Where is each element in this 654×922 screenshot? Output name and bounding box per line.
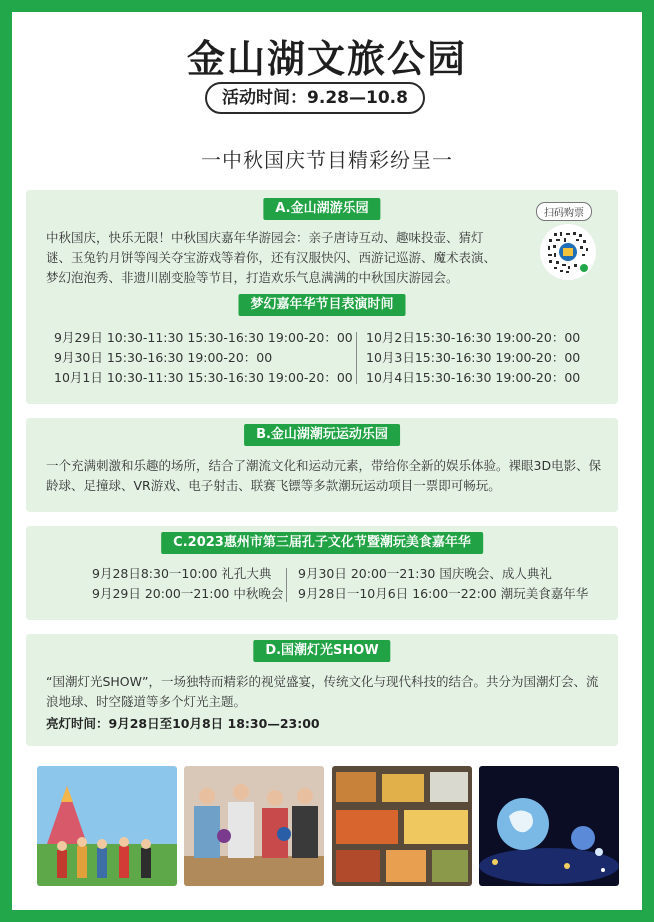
event-list-right bbox=[298, 564, 588, 604]
section-a-panel bbox=[26, 190, 618, 404]
light-time: 亮灯时间：9月28日至10月8日 18:30—23:00 bbox=[46, 716, 320, 731]
event-row: 9月30日 20:00一21:30 国庆晚会、成人典礼 bbox=[298, 566, 552, 581]
food-photo bbox=[332, 766, 472, 886]
section-d-description: “国潮灯光SHOW”，一场独特而精彩的视觉盛宴，传统文化与现代科技的结合。共分为国潮灯会、流浪地球、时空隧道等多个灯光主题。 bbox=[46, 674, 599, 709]
section-b-panel bbox=[26, 418, 618, 512]
section-d-tag: D.国潮灯光SHOW bbox=[253, 640, 390, 662]
divider bbox=[286, 568, 287, 602]
schedule-row: 10月3日15:30-16:30 19:00-20：00 bbox=[366, 350, 581, 365]
section-a-description: 中秋国庆，快乐无限！中秋国庆嘉年华游园会：亲子唐诗互动、趣味投壶、猜灯谜、玉兔钓月饼等闯关夺宝游戏等着你，还有汉服快闪、西游记巡游、魔术表演、梦幻泡泡秀、非遗川剧变脸等节目，打造欢乐气息满满的中秋国庆游园会。 bbox=[46, 230, 497, 285]
event-row: 9月28日一10月6日 16:00一22:00 潮玩美食嘉年华 bbox=[298, 586, 589, 601]
section-b-tag: B.金山湖潮玩运动乐园 bbox=[244, 424, 400, 446]
event-list-left bbox=[92, 564, 283, 604]
event-row: 9月28日8:30一10:00 礼孔大典 bbox=[92, 566, 272, 581]
section-c-panel bbox=[26, 526, 618, 620]
schedule-tag: 梦幻嘉年华节目表演时间 bbox=[238, 294, 405, 316]
section-a-tag: A.金山湖游乐园 bbox=[263, 198, 380, 220]
qr-code-icon[interactable] bbox=[540, 224, 596, 280]
schedule-row: 9月29日 10:30-11:30 15:30-16:30 19:00-20：00 bbox=[54, 330, 353, 345]
bowling-photo bbox=[184, 766, 324, 886]
light-show-photo bbox=[479, 766, 619, 886]
qr-label: 扫码购票 bbox=[536, 202, 592, 221]
schedule-row: 9月30日 15:30-16:30 19:00-20：00 bbox=[54, 350, 273, 365]
page-title: 金山湖文旅公园 bbox=[186, 37, 467, 81]
section-d-panel bbox=[26, 634, 618, 746]
divider bbox=[356, 332, 357, 384]
date-range-badge: 活动时间：9.28—10.8 bbox=[205, 82, 425, 114]
page-subtitle: 一中秋国庆节目精彩纷呈一 bbox=[201, 148, 453, 172]
schedule-row: 10月2日15:30-16:30 19:00-20：00 bbox=[366, 330, 581, 345]
event-row: 9月29日 20:00一21:00 中秋晚会 bbox=[92, 586, 284, 601]
parade-photo bbox=[37, 766, 177, 886]
schedule-row: 10月4日15:30-16:30 19:00-20：00 bbox=[366, 370, 581, 385]
section-b-description: 一个充满刺激和乐趣的场所，结合了潮流文化和运动元素，带给你全新的娱乐体验。裸眼3D电影、保龄球、足撞球、VR游戏、电子射击、联赛飞镖等多款潮玩运动项目一票即可畅玩。 bbox=[46, 458, 602, 493]
section-c-tag: C.2023惠州市第三届孔子文化节暨潮玩美食嘉年华 bbox=[161, 532, 483, 554]
schedule-row: 10月1日 10:30-11:30 15:30-16:30 19:00-20：00 bbox=[54, 370, 353, 385]
schedule-list-right bbox=[366, 328, 580, 388]
schedule-list-left bbox=[54, 328, 353, 388]
